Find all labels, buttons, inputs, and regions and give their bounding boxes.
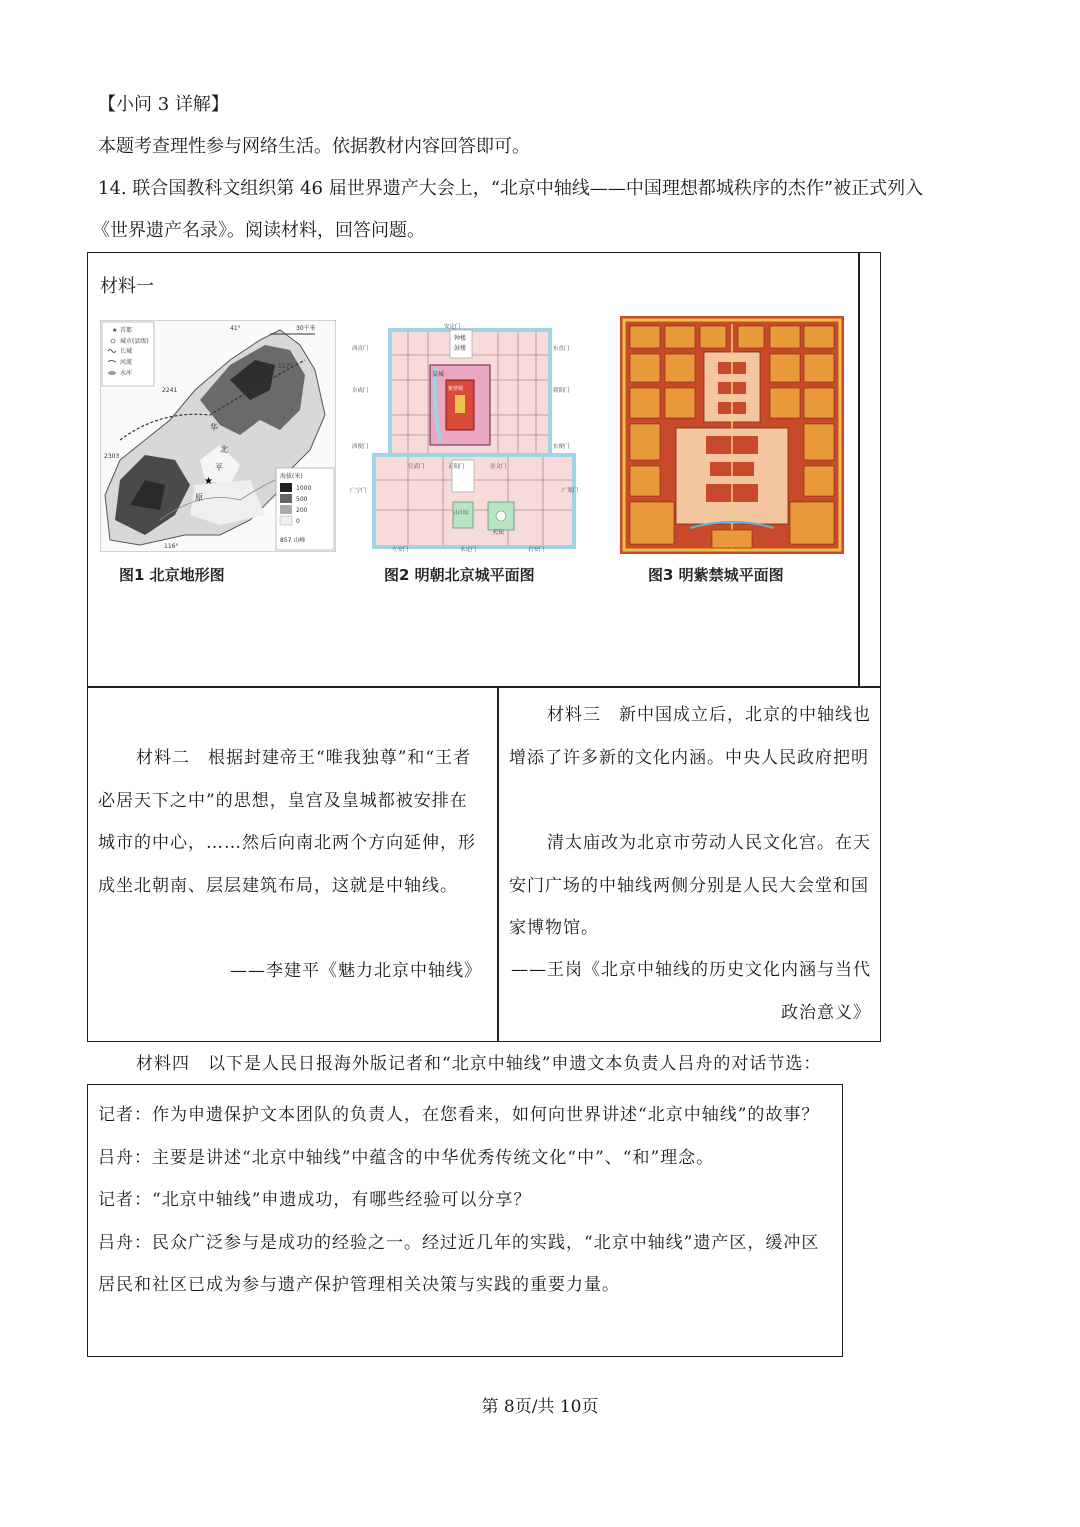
label-zhonglou: 钟楼 — [454, 335, 467, 342]
material1-title: 材料一 — [100, 276, 154, 297]
material1-inner-border — [858, 252, 860, 688]
page-number: 第 8页/共 10页 — [481, 1397, 599, 1417]
label-yuan: 原 — [195, 493, 203, 502]
gate-youanmen: 右安门 — [528, 547, 545, 552]
peak-label: 857 山峰 — [280, 537, 306, 544]
question-line-2: 《世界遗产名录》。阅读材料，回答问题。 — [92, 220, 425, 241]
gate-chaoyangmen: 朝阳门 — [553, 388, 570, 394]
label-shanchuantan: 山川坛 — [454, 510, 470, 516]
material3-text-1: 材料三 新中国成立后，北京的中轴线也增添了许多新的文化内涵。中央人民政府把明 — [509, 705, 871, 768]
material3-text-2: 清太庙改为北京市劳动人民文化宫。在天安门广场的中轴线两侧分别是人民大会堂和国家博物馆。 — [509, 833, 871, 938]
gate-dongbianmen: 东便门 — [553, 444, 570, 450]
section-text: 本题考查理性参与网络生活。依据教材内容回答即可。 — [98, 136, 530, 157]
num-2303: 2303 — [104, 453, 120, 460]
gate-dongzhimen: 东直门 — [553, 346, 570, 352]
gate-yongdingmen: 永定门 — [460, 547, 477, 552]
gate-guangqumen: 广渠门 — [562, 488, 579, 494]
label-bei: 北 — [220, 445, 228, 454]
fig3-caption: 图3 明紫禁城平面图 — [648, 566, 784, 584]
question-line-1: 14. 联合国教科文组织第 46 届世界遗产大会上，“北京中轴线——中国理想都城秩序的杰作”被正式列入 — [98, 178, 924, 199]
fig3-forbidden-city-plan — [620, 316, 844, 554]
label-zijincheng: 紫禁城 — [448, 386, 464, 392]
label-huangcheng: 皇城 — [432, 371, 445, 378]
fig2-city-plan — [348, 320, 590, 552]
legend-wall: 长城 — [120, 348, 133, 355]
num-116: 116° — [164, 543, 179, 550]
dialog-line-2: 吕舟：主要是讲述“北京中轴线”中蕴含的中华优秀传统文化“中”、“和”理念。 — [98, 1147, 715, 1168]
label-hua: 华 — [210, 423, 218, 432]
capital-star-icon: ★ — [204, 476, 213, 487]
material2-source: ——李建平《魅力北京中轴线》 — [230, 961, 482, 981]
legend-capital: 首都 — [120, 327, 133, 334]
material4-dialog — [98, 1094, 832, 1307]
fig1-caption: 图1 北京地形图 — [119, 566, 225, 584]
material23-divider — [497, 686, 499, 1042]
elev-title: 海拔(米) — [280, 473, 303, 480]
elev-200: 200 — [296, 507, 308, 514]
gate-chongwenmen: 崇文门 — [490, 464, 507, 470]
dialog-line-4: 吕舟：民众广泛参与是成功的经验之一。经过近几年的实践，“北京中轴线”遗产区，缓冲区居民和社区已成为参与遗产保护管理相关决策与实践的重要力量。 — [98, 1232, 820, 1295]
gate-xibianmen: 西便门 — [352, 444, 369, 450]
gate-zuoanmen: 左安门 — [392, 547, 409, 552]
label-gulou: 鼓楼 — [454, 345, 467, 352]
gate-xizhimen: 西直门 — [352, 346, 369, 352]
gate-xuanwumen: 宣武门 — [408, 464, 425, 470]
gate-zhengyangmen: 正阳门 — [448, 464, 465, 470]
gate-guangningmen: 广宁门 — [350, 488, 367, 494]
legend-reservoir: 水库 — [120, 370, 133, 377]
material4-intro: 材料四 以下是人民日报海外版记者和“北京中轴线”申遗文本负责人吕舟的对话节选： — [136, 1054, 822, 1074]
elev-500: 500 — [296, 496, 308, 503]
dialog-line-3: 记者：“北京中轴线”申遗成功，有哪些经验可以分享？ — [98, 1190, 532, 1210]
section-label: 【小问 3 详解】 — [98, 94, 229, 115]
num-41: 41° — [230, 325, 241, 332]
gate-andingmen: 安定门 — [444, 324, 461, 330]
gate-fuchengmen: 阜成门 — [352, 388, 369, 394]
scale-label: 30千米 — [296, 325, 316, 332]
legend-river: 河流 — [120, 359, 133, 366]
label-tiantan: 天坛 — [492, 529, 505, 536]
material3-source: ——王岗《北京中轴线的历史文化内涵与当代政治意义》 — [511, 960, 871, 1023]
label-ping: 平 — [215, 463, 223, 472]
dialog-line-1: 记者：作为申遗保护文本团队的负责人，在您看来，如何向世界讲述“北京中轴线”的故事？ — [98, 1105, 820, 1125]
num-117: 117° — [278, 363, 293, 370]
elev-1000: 1000 — [296, 485, 312, 492]
fig1-terrain-map — [100, 320, 336, 552]
num-2241: 2241 — [162, 387, 178, 394]
material2-text: 材料二 根据封建帝王“唯我独尊”和“王者必居天下之中”的思想，皇宫及皇城都被安排在城市的中心，……然后向南北两个方向延伸，形成坐北朝南、层层建筑布局，这就是中轴线。 — [98, 748, 476, 896]
elev-0: 0 — [296, 518, 300, 525]
svg-text:★: ★ — [112, 327, 118, 334]
legend-city: 城市(县级) — [120, 338, 149, 345]
fig2-caption: 图2 明朝北京城平面图 — [384, 566, 535, 584]
